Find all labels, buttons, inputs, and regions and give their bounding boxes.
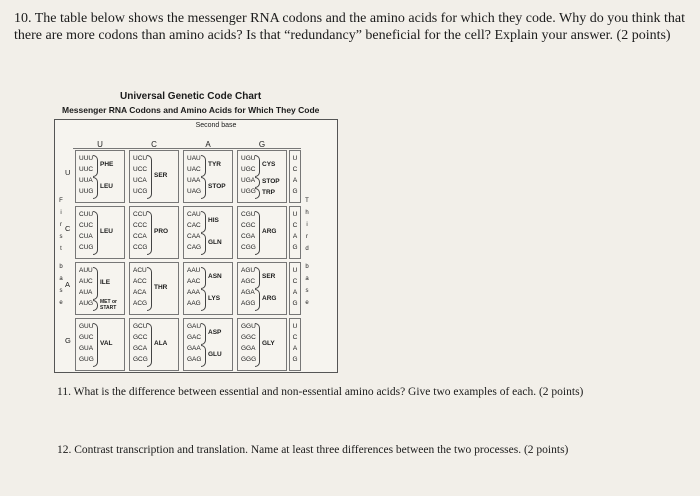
codon: UGA	[241, 177, 256, 184]
codon: CUG	[79, 244, 94, 251]
codon: UCC	[133, 166, 148, 173]
codon: CUA	[79, 233, 93, 240]
codon: AUG	[79, 300, 94, 307]
codon: GGG	[241, 356, 257, 363]
codon: UUG	[79, 188, 94, 195]
column-header-g: G	[258, 140, 266, 149]
codon-brace	[147, 211, 152, 255]
codon-brace	[93, 323, 98, 367]
codon: GAG	[187, 356, 202, 363]
codon: UGG	[241, 188, 256, 195]
codon-brace	[201, 233, 206, 255]
codon: AAG	[187, 300, 201, 307]
third-base-letter: G	[292, 188, 298, 195]
codon: GGA	[241, 345, 256, 352]
codon: GCC	[133, 334, 148, 341]
third-base-letter: A	[292, 289, 298, 296]
codon: CCC	[133, 222, 148, 229]
second-base-label: Second base	[195, 122, 237, 129]
amino-acid: GLN	[208, 239, 222, 246]
codon: UCG	[133, 188, 148, 195]
amino-acid: LYS	[208, 295, 221, 302]
amino-acid: ALA	[154, 340, 168, 347]
codon: UAU	[187, 155, 201, 162]
codon: CCU	[133, 211, 148, 218]
codon-brace	[255, 323, 260, 367]
codon: CGU	[241, 211, 256, 218]
codon: AGC	[241, 278, 256, 285]
amino-acid: MET or START	[100, 298, 117, 311]
third-base-letter: G	[292, 356, 298, 363]
codon: GGC	[241, 334, 256, 341]
third-base-letter: A	[292, 233, 298, 240]
codon: GAC	[187, 334, 202, 341]
column-header-c: C	[151, 140, 157, 149]
codon: UGU	[241, 155, 256, 162]
amino-acid: SER	[262, 273, 276, 280]
third-base-letter: C	[292, 334, 298, 341]
codon: UUC	[79, 166, 94, 173]
codon: UUA	[79, 177, 93, 184]
codon-brace	[147, 155, 152, 199]
codon: ACG	[133, 300, 148, 307]
codon: ACU	[133, 267, 147, 274]
amino-acid: LEU	[100, 228, 113, 235]
codon: AAA	[187, 289, 201, 296]
third-base-letter: A	[292, 177, 298, 184]
amino-acid: CYS	[262, 161, 276, 168]
codon: GCU	[133, 323, 148, 330]
codon: CUC	[79, 222, 94, 229]
codon: GUA	[79, 345, 94, 352]
third-base-letter: U	[292, 267, 298, 274]
codon: GCA	[133, 345, 148, 352]
codon: AGA	[241, 289, 255, 296]
amino-acid: LEU	[100, 183, 113, 190]
codon: UGC	[241, 166, 256, 173]
third-base-letter: U	[292, 323, 298, 330]
amino-acid: PRO	[154, 228, 169, 235]
codon: GAA	[187, 345, 201, 352]
row-base-c: C	[65, 224, 71, 233]
amino-acid: ILE	[100, 278, 111, 286]
codon: CAC	[187, 222, 201, 229]
codon-brace	[93, 155, 98, 177]
question-11: 11. What is the difference between essential and non-essential amino acids? Give two examples of each. (2 points)	[57, 386, 584, 398]
codon-brace	[201, 267, 206, 289]
amino-acid: STOP	[262, 177, 280, 185]
codon: CAA	[187, 233, 201, 240]
codon: AUA	[79, 289, 93, 296]
third-base-letter: G	[292, 244, 298, 251]
codon: AAU	[187, 267, 201, 274]
column-header-a: A	[205, 140, 211, 149]
codon-brace	[201, 177, 206, 199]
amino-acid: GLU	[208, 351, 222, 358]
codon: CAG	[187, 244, 202, 251]
codon-brace	[201, 323, 206, 345]
codon: CGC	[241, 222, 256, 229]
question-12: 12. Contrast transcription and translation. Name at least three differences between the two processes. (2 points)	[57, 444, 569, 456]
codon: GCG	[133, 356, 148, 363]
codon: UCU	[133, 155, 148, 162]
amino-acid: SER	[154, 172, 168, 179]
amino-acid: THR	[154, 284, 168, 291]
third-base-letter: C	[292, 166, 298, 173]
chart-title: Universal Genetic Code Chart	[120, 91, 262, 102]
amino-acid: TRP	[262, 188, 275, 196]
codon: UUU	[79, 155, 94, 162]
amino-acid: ASP	[208, 329, 222, 336]
chart-subtitle: Messenger RNA Codons and Amino Acids for Which They Code	[62, 105, 320, 115]
amino-acid: TYR	[208, 161, 221, 168]
codon: CCA	[133, 233, 147, 240]
codon: GUG	[79, 356, 94, 363]
genetic-code-table	[54, 119, 338, 373]
codon: UAA	[187, 177, 201, 184]
amino-acid: ARG	[262, 295, 277, 302]
third-base-letter: G	[292, 300, 298, 307]
amino-acid: HIS	[208, 217, 219, 224]
codon-brace	[255, 211, 260, 255]
codon: GAU	[187, 323, 202, 330]
amino-acid: GLY	[262, 340, 275, 347]
codon-brace	[255, 289, 260, 311]
question-10: 10. The table below shows the messenger RNA codons and the amino acids for which they code. Why do you think that there are more codons than amino acids? Is that “redundancy” beneficial for the cell? Explain your answer. (2 points)	[14, 11, 685, 43]
codon: CGA	[241, 233, 256, 240]
codon: AUU	[79, 267, 93, 274]
codon-brace	[93, 177, 98, 199]
codon-brace	[255, 267, 260, 289]
codon: ACC	[133, 278, 147, 285]
codon-brace	[201, 211, 206, 233]
codon: AUC	[79, 278, 93, 285]
third-base-letter: U	[292, 211, 298, 218]
codon: GGU	[241, 323, 256, 330]
amino-acid: STOP	[208, 183, 226, 190]
amino-acid: ASN	[208, 273, 222, 280]
codon: GUU	[79, 323, 94, 330]
third-base-letter: A	[292, 345, 298, 352]
codon: UCA	[133, 177, 147, 184]
codon-brace	[201, 289, 206, 311]
codon-brace	[201, 345, 206, 367]
row-base-a: A	[65, 280, 71, 289]
codon: CGG	[241, 244, 256, 251]
codon: UAG	[187, 188, 202, 195]
codon: AGG	[241, 300, 256, 307]
codon-brace	[147, 267, 152, 311]
codon: UAC	[187, 166, 201, 173]
row-base-g: G	[65, 336, 71, 345]
third-base-letter: C	[292, 278, 298, 285]
codon: ACA	[133, 289, 147, 296]
amino-acid: ARG	[262, 228, 277, 235]
first-base-label: F i r s t b a s e	[59, 198, 63, 306]
codon: CCG	[133, 244, 148, 251]
third-base-label: T h i r d b a s e	[305, 198, 309, 306]
codon-brace	[255, 155, 260, 177]
codon: CUU	[79, 211, 94, 218]
codon: AGU	[241, 267, 256, 274]
codon: CAU	[187, 211, 201, 218]
amino-acid: PHE	[100, 161, 114, 168]
amino-acid: VAL	[100, 340, 113, 347]
codon: AAC	[187, 278, 201, 285]
codon: GUC	[79, 334, 94, 341]
row-base-u: U	[65, 168, 71, 177]
header-divider	[73, 148, 301, 149]
codon-brace	[201, 155, 206, 177]
column-header-u: U	[97, 140, 103, 149]
codon-brace	[147, 323, 152, 367]
codon-brace	[93, 267, 98, 300]
third-base-letter: C	[292, 222, 298, 229]
codon-brace	[93, 211, 98, 255]
third-base-letter: U	[292, 155, 298, 162]
